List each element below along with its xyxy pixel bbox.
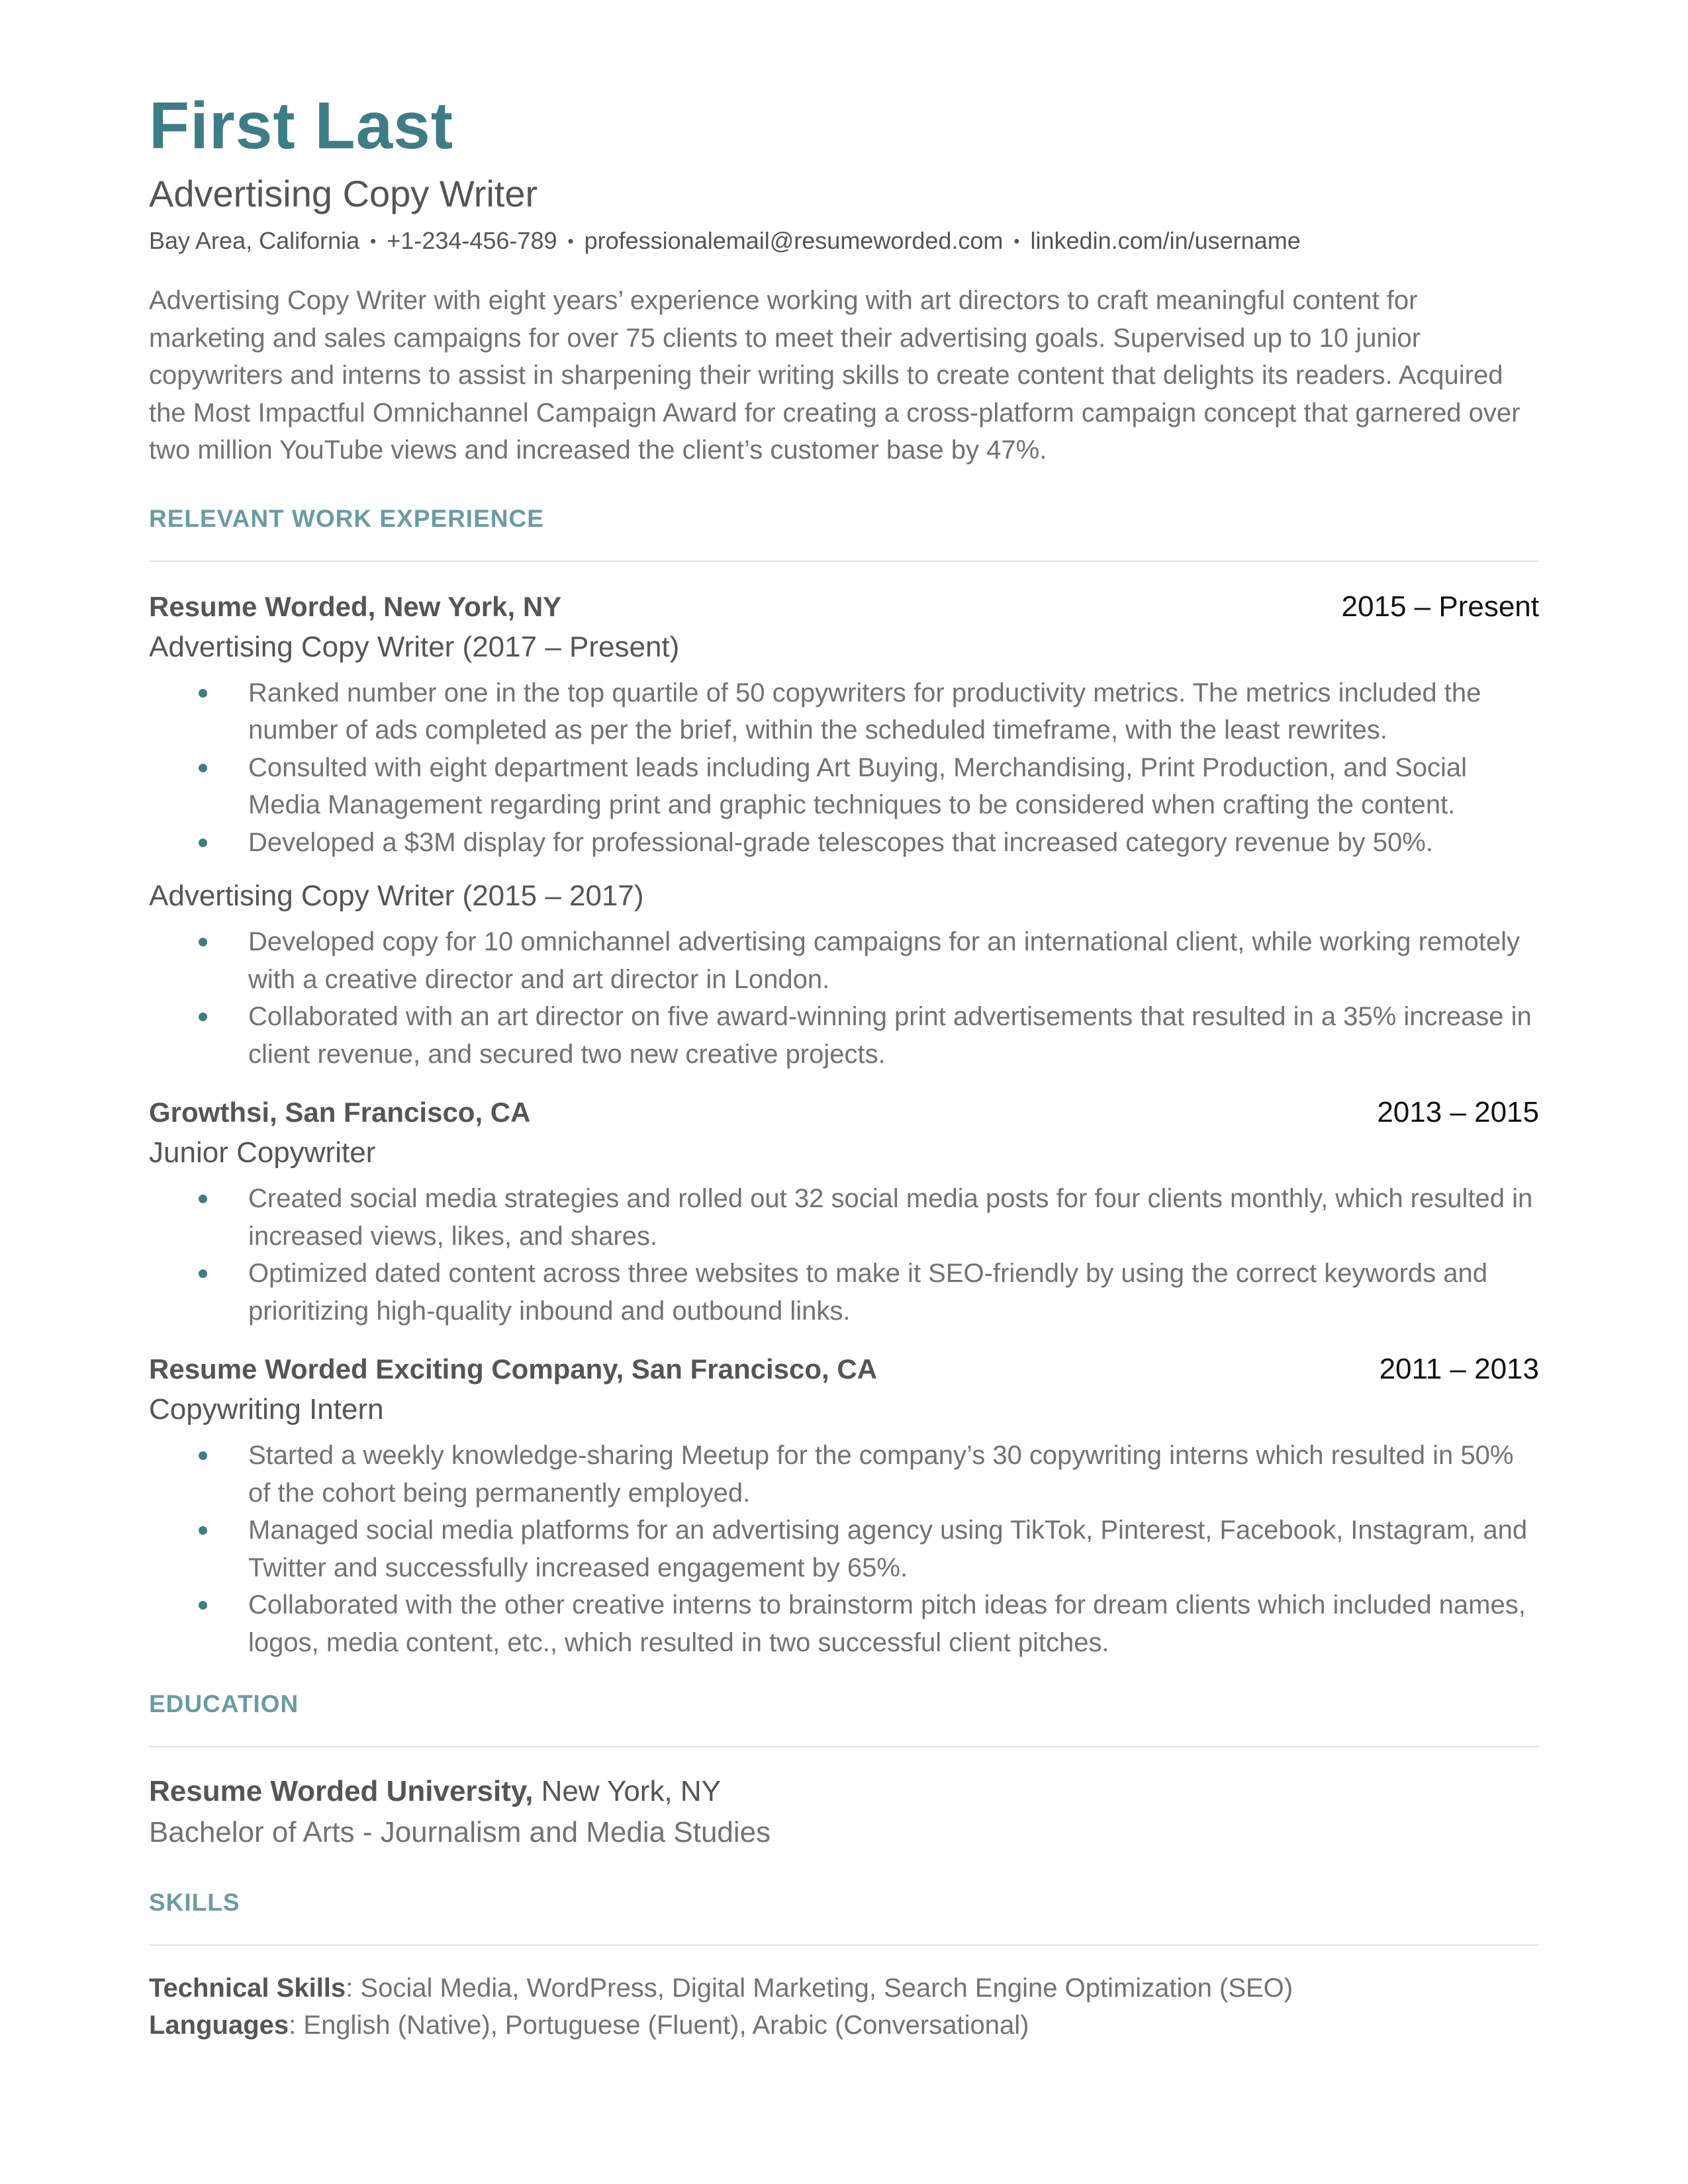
bullet-text: Optimized dated content across three websites to make it SEO-friendly by using the correct keywords and prioritizing high-quality inbound and outbound links. — [248, 1259, 1487, 1326]
bullet-list — [149, 1180, 1539, 1330]
job-entry — [149, 1349, 1539, 1661]
job-dates: 2011 – 2013 — [1379, 1353, 1539, 1385]
bullet-icon — [199, 938, 207, 946]
bullet-icon — [199, 1601, 207, 1610]
bullet-list — [149, 674, 1539, 862]
bullet-text: Developed a $3M display for professional-grade telescopes that increased category revenue by 50%. — [248, 827, 1433, 857]
bullet-icon — [199, 689, 207, 698]
bullet-text: Consulted with eight department leads including Art Buying, Merchandising, Print Production, and Social Media Management regarding print and graphic techniques to be considered when crafting the content. — [248, 752, 1468, 819]
contact-separator: • — [1013, 231, 1020, 251]
section-divider — [149, 561, 1539, 562]
job-entry — [149, 587, 1539, 1073]
experience-heading: RELEVANT WORK EXPERIENCE — [149, 504, 544, 532]
bullet-list — [149, 923, 1539, 1073]
education-entry — [149, 1771, 1539, 1853]
bullet-icon — [199, 1013, 207, 1021]
education-school-line — [149, 1771, 1539, 1812]
job-entry — [149, 1093, 1539, 1330]
bullet-text: Started a weekly knowledge-sharing Meetup for the company’s 30 copywriting interns which resulted in 50% of the cohort being permanently employed. — [248, 1441, 1514, 1508]
contact-location: Bay Area, California — [149, 227, 360, 254]
bullet-text: Created social media strategies and rolled out 32 social media posts for four clients monthly, which resulted in increased views, likes, and shares. — [248, 1184, 1533, 1251]
bullet-text: Managed social media platforms for an advertising agency using TikTok, Pinterest, Facebook, Instagram, and Twitter and successfully increased engagement by 65%. — [248, 1516, 1528, 1582]
skills-heading: SKILLS — [149, 1889, 240, 1916]
list-item — [149, 674, 1539, 749]
contact-separator: • — [370, 231, 377, 251]
job-role: Advertising Copy Writer (2017 – Present) — [149, 630, 680, 663]
job-company: Resume Worded Exciting Company, San Francisco, CA — [149, 1353, 878, 1385]
technical-skills-label: Technical Skills — [149, 1974, 346, 2003]
job-company: Resume Worded, New York, NY — [149, 590, 562, 622]
list-item — [149, 1586, 1539, 1661]
languages-line — [149, 2007, 1539, 2044]
summary-paragraph: Advertising Copy Writer with eight years’ experience working with art directors to craft meaningful content for marketing and sales campaigns for over 75 clients to meet their advertising goals. Supervised up to 10 junior copywriters and interns to assist in sharpening their writing skills to create content that delights its readers. Acquired the Most Impactful Omnichannel Campaign Award for creating a cross-platform campaign concept that garnered over two million YouTube views and increased the client’s customer base by 47%. — [149, 286, 1521, 465]
list-item — [149, 1437, 1539, 1512]
technical-skills-value: : Social Media, WordPress, Digital Marketing, Search Engine Optimization (SEO) — [346, 1974, 1293, 2003]
education-location: New York, NY — [541, 1775, 722, 1807]
job-header — [149, 587, 1539, 627]
job-dates: 2013 – 2015 — [1377, 1096, 1539, 1128]
contact-line — [149, 225, 1539, 257]
job-dates: 2015 – Present — [1341, 590, 1539, 623]
bullet-icon — [199, 1269, 207, 1278]
list-item — [149, 998, 1539, 1073]
list-item — [149, 1512, 1539, 1586]
job-role: Copywriting Intern — [149, 1393, 384, 1426]
list-item — [149, 749, 1539, 824]
bullet-icon — [199, 1195, 207, 1203]
languages-value: : English (Native), Portuguese (Fluent), Arabic (Conversational) — [289, 2011, 1029, 2040]
bullet-icon — [199, 764, 207, 772]
contact-phone: +1-234-456-789 — [387, 227, 557, 254]
bullet-list — [149, 1437, 1539, 1661]
bullet-icon — [199, 1526, 207, 1535]
job-role: Junior Copywriter — [149, 1136, 376, 1169]
education-heading: EDUCATION — [149, 1690, 299, 1717]
section-divider — [149, 1944, 1539, 1946]
resume-content — [149, 86, 1539, 2044]
list-item — [149, 923, 1539, 998]
education-school: Resume Worded University, — [149, 1775, 534, 1807]
bullet-text: Collaborated with the other creative interns to brainstorm pitch ideas for dream clients which included names, logos, media content, etc., which resulted in two successful client pitches. — [248, 1590, 1526, 1657]
bullet-icon — [199, 839, 207, 847]
bullet-icon — [199, 1451, 207, 1460]
contact-linkedin[interactable]: linkedin.com/in/username — [1030, 227, 1301, 254]
candidate-name: First Last — [149, 89, 454, 163]
contact-separator: • — [567, 231, 574, 251]
education-degree: Bachelor of Arts - Journalism and Media Studies — [149, 1816, 771, 1848]
job-company: Growthsi, San Francisco, CA — [149, 1097, 531, 1128]
bullet-text: Developed copy for 10 omnichannel advertising campaigns for an international client, while working remotely with a creative director and art director in London. — [248, 927, 1521, 994]
languages-label: Languages — [149, 2011, 289, 2040]
contact-email[interactable]: professionalemail@resumeworded.com — [584, 227, 1004, 254]
list-item — [149, 1255, 1539, 1330]
job-role: Advertising Copy Writer (2015 – 2017) — [149, 880, 644, 912]
candidate-title: Advertising Copy Writer — [149, 173, 538, 214]
skills-entry — [149, 1970, 1539, 2044]
job-header — [149, 1349, 1539, 1389]
technical-skills-line — [149, 1970, 1539, 2007]
bullet-text: Ranked number one in the top quartile of 50 copywriters for productivity metrics. The metrics included the number of ads completed as per the brief, within the scheduled timeframe, with the least rewrites. — [248, 678, 1481, 745]
section-divider — [149, 1746, 1539, 1747]
bullet-text: Collaborated with an art director on five award-winning print advertisements that resulted in a 35% increase in client revenue, and secured two new creative projects. — [248, 1002, 1532, 1069]
list-item — [149, 1180, 1539, 1255]
list-item — [149, 824, 1539, 862]
job-header — [149, 1093, 1539, 1132]
